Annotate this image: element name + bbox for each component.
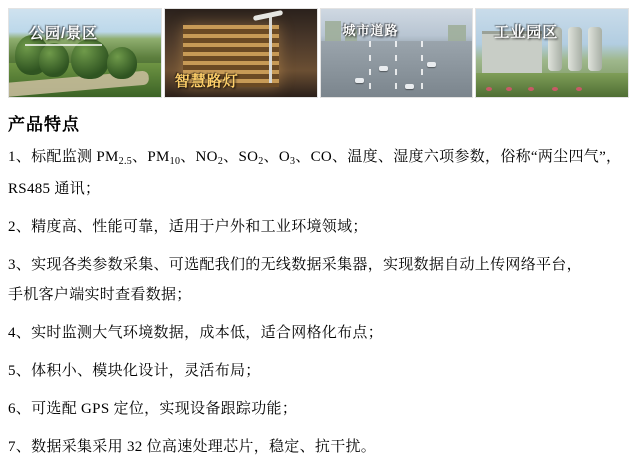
feature-1-sub-no2: 2 <box>217 156 224 167</box>
feature-item-7: 7、数据采集采用 32 位高速处理芯片，稳定、抗干扰。 <box>8 439 377 455</box>
banner-image-road <box>320 8 474 98</box>
section-heading: 产品特点 <box>8 115 80 134</box>
banner-caption-park: 公园/景区 <box>25 21 102 46</box>
feature-1-mid3: 、SO <box>223 149 259 165</box>
tree-icon <box>107 47 137 79</box>
feature-1-sub-pm25: 2.5 <box>118 156 133 167</box>
car-icon <box>379 66 388 71</box>
banner-image-strip <box>8 8 629 98</box>
lane-marking <box>395 41 397 97</box>
feature-1-mid2: 、NO <box>180 149 218 165</box>
feature-item-3 <box>8 250 622 310</box>
feature-3-line1: 3、实现各类参数采集、可选配我们的无线数据采集器，实现数据自动上传网络平台， <box>8 257 582 273</box>
car-icon <box>355 78 364 83</box>
feature-1-mid1: 、PM <box>132 149 170 165</box>
feature-3-line2: 手机客户端实时查看数据； <box>8 287 192 303</box>
feature-1-sub-so2: 2 <box>258 156 264 167</box>
banner-image-industrial <box>475 8 629 98</box>
storage-tank <box>588 27 602 71</box>
feature-item-1 <box>8 142 622 204</box>
feature-item-2: 2、精度高、性能可靠，适用于户外和工业环境领域； <box>8 219 368 235</box>
tree-icon <box>39 43 69 77</box>
lane-marking <box>369 41 371 97</box>
banner-caption-road: 城市道路 <box>342 23 399 38</box>
feature-1-lead: 1、标配监测 PM <box>8 149 119 165</box>
green-belt <box>476 73 628 97</box>
feature-1-mid5: 、CO、温度、湿度六项参数，俗称“两尘四气”， <box>295 149 622 165</box>
banner-caption-building: 智慧路灯 <box>174 73 239 90</box>
car-icon <box>427 62 436 67</box>
feature-item-6: 6、可选配 GPS 定位，实现设备跟踪功能； <box>8 401 298 417</box>
storage-tank <box>568 27 582 71</box>
feature-1-sub-pm10: 10 <box>169 156 181 167</box>
street-lamp-icon <box>269 13 272 83</box>
feature-item-4: 4、实时监测大气环境数据，成本低，适合网格化布点； <box>8 325 384 341</box>
lane-marking <box>421 41 423 97</box>
banner-caption-industrial: 工业园区 <box>494 24 559 41</box>
banner-image-park <box>8 8 162 98</box>
feature-1-sub-o3: 3 <box>289 156 296 167</box>
car-icon <box>405 84 414 89</box>
feature-1-mid4: 、O <box>263 149 290 165</box>
feature-list <box>8 142 622 462</box>
feature-1-tail: RS485 通讯； <box>8 181 101 197</box>
banner-image-building <box>164 8 318 98</box>
feature-item-5: 5、体积小、模块化设计，灵活布局； <box>8 363 261 379</box>
